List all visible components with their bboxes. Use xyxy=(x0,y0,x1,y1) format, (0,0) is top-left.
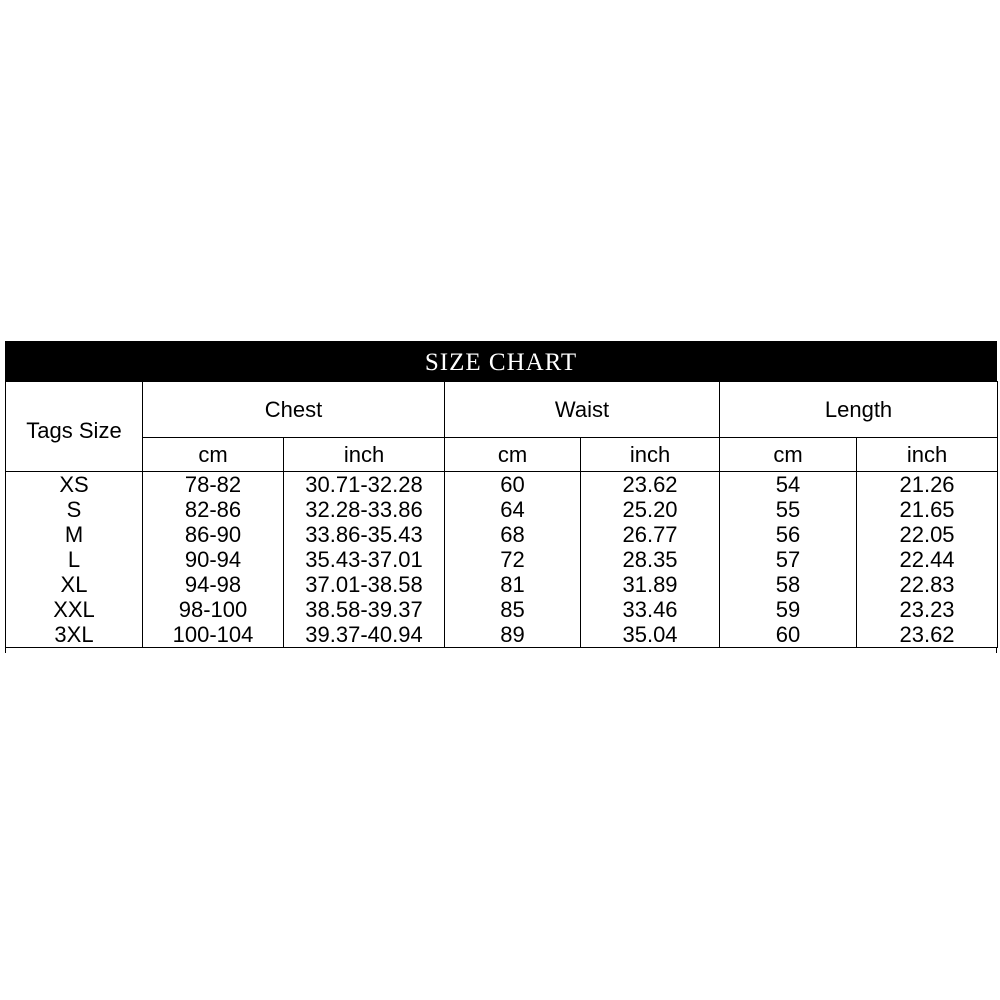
chest-inch-cell: 33.86-35.43 xyxy=(284,522,445,547)
chest-cm-header: cm xyxy=(143,438,284,472)
waist-inch-cell: 33.46 xyxy=(581,597,720,622)
length-cm-cell: 59 xyxy=(720,597,857,622)
table-row xyxy=(6,497,998,522)
length-cm-cell: 57 xyxy=(720,547,857,572)
chest-inch-cell: 30.71-32.28 xyxy=(284,472,445,498)
length-inch-cell: 21.65 xyxy=(857,497,998,522)
waist-inch-header: inch xyxy=(581,438,720,472)
length-cm-cell: 58 xyxy=(720,572,857,597)
size-cell: XL xyxy=(6,572,143,597)
chart-title: SIZE CHART xyxy=(5,341,997,381)
header-row xyxy=(6,382,998,438)
chest-inch-cell: 37.01-38.58 xyxy=(284,572,445,597)
length-cm-cell: 56 xyxy=(720,522,857,547)
length-cm-cell: 54 xyxy=(720,472,857,498)
waist-cm-cell: 64 xyxy=(445,497,581,522)
chest-cm-cell: 86-90 xyxy=(143,522,284,547)
size-rows xyxy=(6,472,998,648)
size-cell: XS xyxy=(6,472,143,498)
waist-cm-cell: 72 xyxy=(445,547,581,572)
chest-cm-cell: 90-94 xyxy=(143,547,284,572)
table-row xyxy=(6,472,998,498)
waist-inch-cell: 31.89 xyxy=(581,572,720,597)
length-inch-cell: 23.62 xyxy=(857,622,998,648)
chest-inch-cell: 32.28-33.86 xyxy=(284,497,445,522)
size-cell: L xyxy=(6,547,143,572)
size-cell: 3XL xyxy=(6,622,143,648)
length-header: Length xyxy=(720,382,998,438)
waist-inch-cell: 28.35 xyxy=(581,547,720,572)
table-row xyxy=(6,597,998,622)
chest-inch-cell: 39.37-40.94 xyxy=(284,622,445,648)
unit-row xyxy=(6,438,998,472)
table-bottom-edge xyxy=(5,648,997,653)
size-chart xyxy=(5,341,997,653)
chest-cm-cell: 100-104 xyxy=(143,622,284,648)
waist-inch-cell: 23.62 xyxy=(581,472,720,498)
size-cell: S xyxy=(6,497,143,522)
chest-cm-cell: 82-86 xyxy=(143,497,284,522)
waist-cm-cell: 85 xyxy=(445,597,581,622)
chest-cm-cell: 94-98 xyxy=(143,572,284,597)
waist-inch-cell: 35.04 xyxy=(581,622,720,648)
size-cell: M xyxy=(6,522,143,547)
table-row xyxy=(6,547,998,572)
waist-cm-cell: 81 xyxy=(445,572,581,597)
waist-inch-cell: 25.20 xyxy=(581,497,720,522)
waist-inch-cell: 26.77 xyxy=(581,522,720,547)
table-row xyxy=(6,572,998,597)
length-inch-header: inch xyxy=(857,438,998,472)
table-row xyxy=(6,522,998,547)
waist-cm-cell: 68 xyxy=(445,522,581,547)
length-inch-cell: 21.26 xyxy=(857,472,998,498)
length-cm-cell: 55 xyxy=(720,497,857,522)
waist-cm-cell: 89 xyxy=(445,622,581,648)
size-table xyxy=(5,381,998,648)
chest-inch-header: inch xyxy=(284,438,445,472)
chest-inch-cell: 38.58-39.37 xyxy=(284,597,445,622)
length-cm-header: cm xyxy=(720,438,857,472)
size-cell: XXL xyxy=(6,597,143,622)
chest-cm-cell: 78-82 xyxy=(143,472,284,498)
chest-cm-cell: 98-100 xyxy=(143,597,284,622)
tags-size-header: Tags Size xyxy=(6,382,143,472)
chest-inch-cell: 35.43-37.01 xyxy=(284,547,445,572)
length-inch-cell: 22.05 xyxy=(857,522,998,547)
chest-header: Chest xyxy=(143,382,445,438)
waist-cm-cell: 60 xyxy=(445,472,581,498)
length-inch-cell: 22.44 xyxy=(857,547,998,572)
length-inch-cell: 23.23 xyxy=(857,597,998,622)
length-inch-cell: 22.83 xyxy=(857,572,998,597)
waist-cm-header: cm xyxy=(445,438,581,472)
table-row xyxy=(6,622,998,648)
waist-header: Waist xyxy=(445,382,720,438)
length-cm-cell: 60 xyxy=(720,622,857,648)
